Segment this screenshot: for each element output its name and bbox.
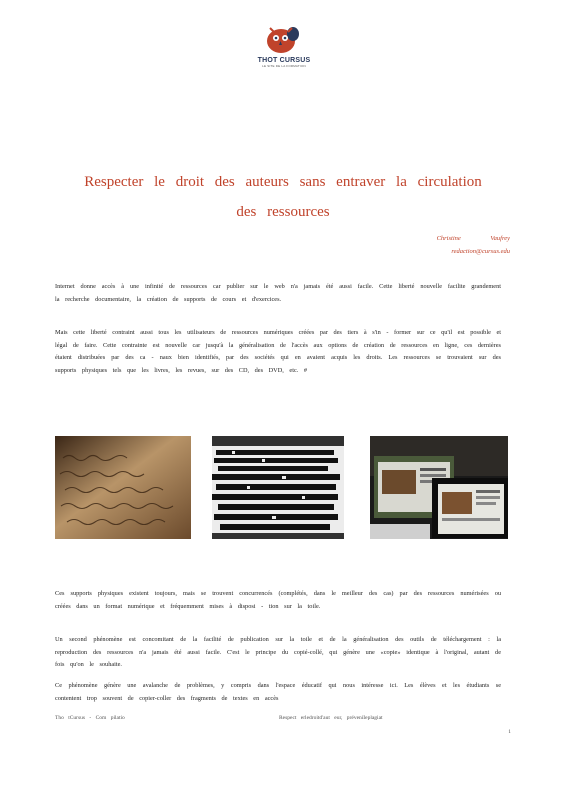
paragraph-constraint: Mais cette liberté contraint aussi tous les utilisateurs de ressources numériques créées par des tiers à s'in - former sur ce qu'il est possible et légal de faire. Cette contrainte est nouvelle car jusqu'à la généralisation de l'accès aux options de création de ressources en ligne, ces dernières étaient distribuées par des ca - naux bien identifiés, par des sociétés qui en avaient acquis les droits. Les ressources se trouvaient sur des supports physiques tels que les livres, les revues, sur des CD, des DVD, etc. # [55, 329, 501, 374]
title-line-2: des ressources [236, 204, 330, 220]
paragraph-intro: Internet donne accès à une infinité de ressources car publier sur le web n'a jamais été aussi facile. Cette liberté nouvelle facilite grandement la recherche documentaire, la création de supports de cours et d'exercices. [55, 283, 501, 303]
footer-left-text: Tho tCursus - Com pilatio [55, 715, 125, 721]
author-email[interactable]: redaction@cursus.edu [451, 248, 510, 255]
paragraph-problems: Ce phénomène génère une avalanche de problèmes, y compris dans l'espace éducatif qui nous intéresse ici. Les élèves et les étudiants se contentent trop souvent de copier-coller des fragments de textes en accès [55, 682, 501, 702]
paragraph-physical-supports: Ces supports physiques existent toujours, mais se trouvent concurrencés (complétés, dans le meilleur des cas) par des ressources numérisées ou créées dans un format numérique et fréquemment mises à disposi - tion sur la toile. [55, 590, 501, 610]
author-block [437, 232, 510, 258]
title-line-1: Respecter le droit des auteurs sans entraver la circulation [84, 174, 482, 190]
article-title [40, 167, 526, 227]
page-number: 1 [508, 729, 511, 735]
owl-logo-icon [264, 22, 304, 56]
manuscript-photo [55, 436, 191, 539]
author-name: Christine Vaufrey [436, 235, 510, 242]
computer-screen-photo [370, 436, 508, 539]
thot-cursus-logo [252, 22, 316, 68]
footer-right-text: Respect erledroitd'aut eur, préveniIeplagiat [279, 715, 383, 721]
paragraph-second-phenomenon: Un second phénomène est concomitant de la facilité de publication sur la toile et de la généralisation des outils de téléchargement : la reproduction des ressources n'a jamais été aussi facile. C'est le principe du copié-collé, qui génère une «copie» identique à l'original, autant de fois qu'on le souhaite. [55, 636, 501, 668]
logo-tagline: LE SITE DE LA FORMATION [262, 64, 306, 68]
printed-text-photo [212, 436, 344, 539]
logo-name: THOT CURSUS [257, 57, 311, 64]
